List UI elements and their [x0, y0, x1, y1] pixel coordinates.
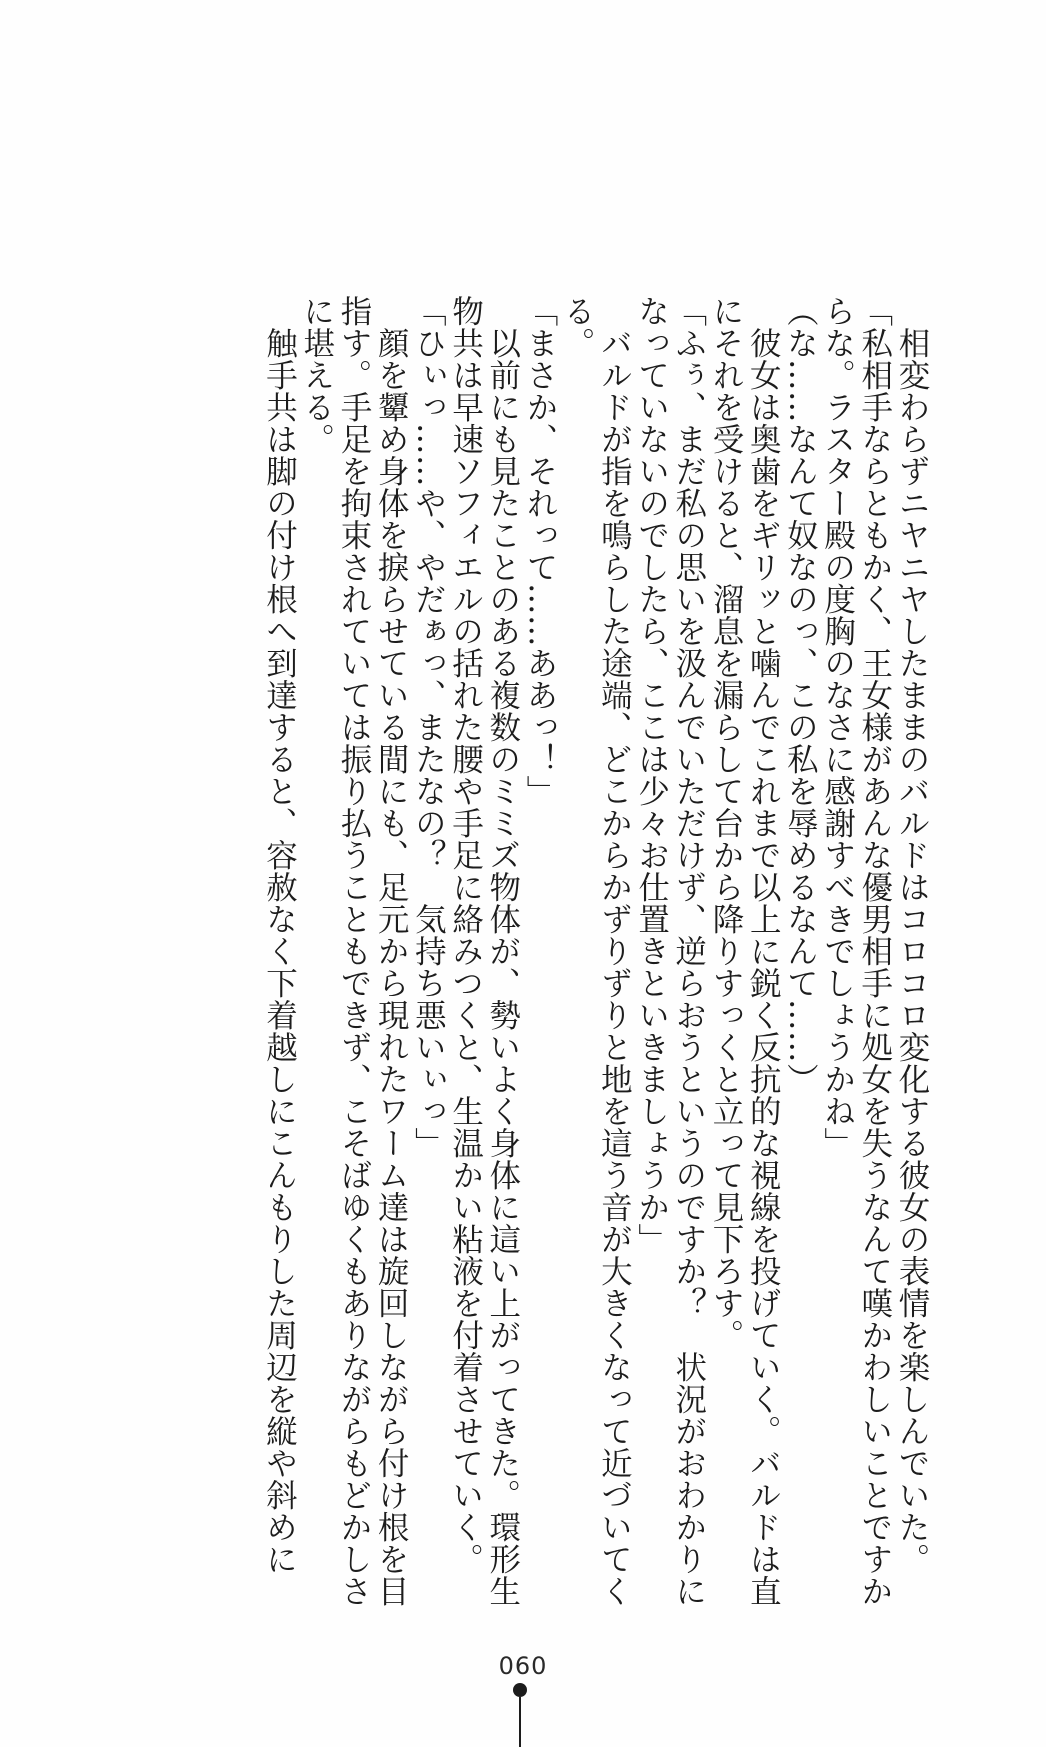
thought-paragraph: （な……なんて奴なのっ、この私を辱めるなんて……）	[782, 295, 819, 1095]
paragraph: 以前にも見たことのある複数のミミズ物体が、勢いよく身体に這い上がってきた。環形生物共は早速ソフィエルの括れた腰や手足に絡みつくと、生温かい粘液を付着させていく。	[447, 295, 521, 1607]
paragraph: バルドが指を鳴らした途端、どこからかずりずりと地を這う音が大きくなって近づいてくる。	[559, 295, 633, 1607]
dialogue-paragraph: 「私相手ならともかく、王女様があんな優男相手に処女を失うなんて嘆かわしいことですからな。ラスター殿の度胸のなさに感謝すべきでしょうかね」	[819, 295, 893, 1607]
dot-icon	[513, 1683, 527, 1697]
paragraph: 相変わらずニヤニヤしたままのバルドはコロコロ変化する彼女の表情を楽しんでいた。	[894, 326, 930, 1575]
dialogue-paragraph: 「ひぃっ……や、やだぁっ、またなの？ 気持ち悪いぃっ」	[410, 295, 447, 1159]
folio-ornament-icon	[513, 1683, 527, 1747]
dialogue-paragraph: 「ふぅ、まだ私の思いを汲んでいただけず、逆らおうというのですか？ 状況がおわかりになっていないのでしたら、ここは少々お仕置きといきましょうか」	[633, 295, 707, 1607]
paragraph: 触手共は脚の付け根へ到達すると、容赦なく下着越しにこんもりした周辺を縦や斜めに	[261, 326, 298, 1575]
dialogue-paragraph: 「まさか、それって……ああっ！」	[521, 295, 558, 807]
vertical-rule	[519, 1697, 521, 1747]
paragraph: 彼女は奥歯をギリッと噛んでこれまで以上に鋭く反抗的な視線を投げていく。バルドは直にそれを受けると、溜息を漏らして台から降りすっくと立って見下ろす。	[707, 295, 782, 1607]
paragraph: 顔を顰め身体を捩らせている間にも、足元から現れたワーム達は旋回しながら付け根を目指す。手足を拘束されていては振り払うこともできず、こそばゆくもありながらもどかしさに堪える。	[298, 295, 410, 1607]
page-number: 060	[498, 1652, 548, 1680]
vertical-text-body	[260, 295, 930, 1635]
